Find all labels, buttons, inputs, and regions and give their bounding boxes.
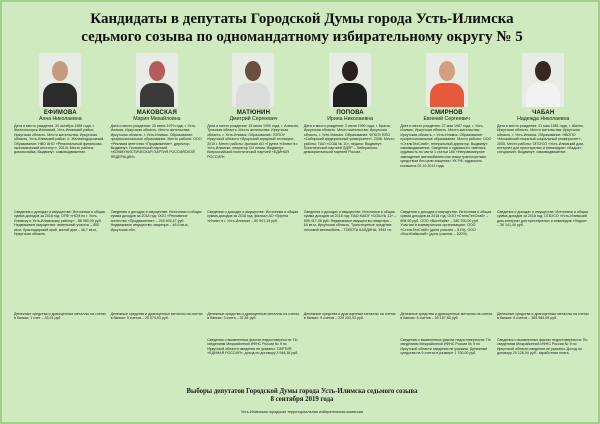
- candidate-photo: [232, 53, 274, 107]
- candidate-photo: [329, 53, 371, 107]
- candidate-photo: [39, 53, 81, 107]
- candidate-surname: МАТЮНИН: [236, 110, 271, 116]
- candidate-bio: Дата и место рождения: 15 июня 1990 года, г. Алексин, Тульская область. Место жительства: Иркутская область, г. Усть-Илимск. Образование: ПЗПОУ Иркутской области «Иркутский аграрный техникум», 2010 г. Место работы: филиал АО «Группа «Илим» в г. Усть-Илимске, оператор СИ линии. Выдвинут: Всероссийской политической партией «ЕДИНАЯ РОССИЯ».: [207, 124, 300, 159]
- candidate-name: Дмитрий Сергеевич: [229, 116, 278, 122]
- candidate-column: [205, 50, 302, 376]
- candidate-surname: ПОПОВА: [336, 110, 364, 116]
- candidate-photo: [522, 53, 564, 107]
- candidate-bank: Денежные средства и драгоценные металлы на счетах в банках: 5 счетов – 25 374,93 руб.: [110, 312, 203, 321]
- candidate-name: Мария Михайловна: [133, 116, 181, 122]
- candidate-income: Сведения о доходах и имуществе: Источники и общая сумма доходов за 2018 год: ООО «СтельТехСнаб» – 698,90 руб. ООО «ВостБайк» – 180 700,00 руб. Участие в коммерческих организациях: ООО «СтельТехСнаб» (доля участия – 51%), ООО «ВостБайкснаб» (доля участия – 100%).: [400, 210, 492, 237]
- candidate-extra: Сведения о выявленных фактах недостоверности: По сведениям Межрайонной ИФНС России № 9 по Иркутской области сведения не указаны. Денежные средства на 9 счетах в размере 1 700,00 руб.: [400, 338, 491, 356]
- candidate-bank: Денежные средства и драгоценные металлы на счетах в банках: 9 счетов – 229 202,93 руб.: [303, 312, 396, 321]
- footer-line-2: 8 сентября 2019 года: [270, 396, 334, 403]
- candidate-extra: Сведения о выявленных фактах недостоверности: По сведениям Межрайонной ИФНС России № 9 по Иркутской области сведения не указаны. ПАРТИЯ «ЕДИНАЯ РОССИЯ», доход по договору 3 948,38 руб.: [207, 338, 299, 356]
- candidate-bio: Дата и место рождения: 27 мая 1987 года, г. Усть-Илимск, Иркутская область. Место жительства: Иркутская область, г. Усть-Илимск. Образование: профессиональное образование. Место работы: ООО «СтельТехСнаб», генеральный директор. Выдвинут: самовыдвижение. Сведения о судимости: имелась судимость по части 1 статьи 166 «Неправомерное завладение автомобилем или иным транспортным средством без цели хищения» УК РФ, судимость погашена 02.10.2013 года.: [400, 124, 492, 168]
- candidate-name: Евгений Сергеевич: [423, 116, 470, 122]
- candidate-name: Анна Николаевна: [39, 116, 82, 122]
- candidate-income: Сведения о доходах и имуществе: Источники и общая сумма доходов за 2018 год: ПАО МАОУ «СОШ № 11» – 509 417,38 руб. Недвижимое имущество: квартира – 64 кв.м, Иркутская область. Транспортные средства: легковой автомобиль – ТОЙОТА КАЛДИНА, 1992 г.в.: [303, 210, 397, 232]
- candidate-column: [302, 50, 399, 376]
- candidate-name: Надежда Николаевна: [517, 116, 570, 122]
- candidate-surname: ЕФИМОВА: [43, 110, 77, 116]
- candidate-surname: ЧАБАН: [532, 110, 555, 116]
- candidate-name: Ирина Николаевна: [327, 116, 373, 122]
- candidate-photo: [426, 53, 468, 107]
- candidate-income: Сведения о доходах и имуществе: Источники и общая сумма доходов за 2018 год: филиал АО «Группа «Илим» в г. Усть-Илимске – 60 901,15 руб.: [207, 210, 299, 223]
- candidate-column: [398, 50, 495, 376]
- candidate-columns: [12, 50, 592, 376]
- candidate-bio: Дата и место рождения: 20 октября 1988 года, г. Железногорск-Илимский, Усть-Илимский район, Иркутская область. Место жительства: Иркутская область, Усть-Илимский район, п. Железнодорожный. Образование: НВО АНО «Региональный финансово-экономический институт», 2014г. Место работы: домохозяйка. Выдвинут: самовыдвижение.: [14, 124, 105, 155]
- candidate-bio: Дата и место рождения: 20 июня 1979 года, г. Усть-Илимск, Иркутская область. Место жительства: Иркутская область, г. Усть-Илимск. Образование: профессиональное образование. Место работы: ООО «Реклама агентство «Продвижение», директор. Выдвинут: Политической партией «КОММУНИСТИЧЕСКАЯ ПАРТИЯ РОССИЙСКОЙ ФЕДЕРАЦИИ».: [110, 124, 202, 159]
- candidate-income: Сведения о доходах и имуществе: Источники и общая сумма доходов за 2018 год: ООО «Рекламное агентство «Продвижение» – 249 405,47 руб. Недвижимое имущество: квартира – 46,9 кв.м, Иркутская обл.: [110, 210, 202, 232]
- candidate-column: [109, 50, 206, 376]
- candidate-surname: МАКОВСКАЯ: [136, 110, 177, 116]
- footer-line-1: Выборы депутатов Городской Думы города Усть-Илимска седьмого созыва: [186, 388, 418, 395]
- candidate-extra: Сведения о выявленных фактах недостоверности: По сведениям Межрайонной ИФНС России № 9 по Иркутской области сведения не указаны. Доход по договору 20 126,04 руб., заработная плата.: [496, 338, 588, 356]
- candidate-bank: Денежные средства и драгоценные металлы на счетах в банках: 6 счетов – 50 157,80 руб.: [400, 312, 493, 321]
- candidate-income: Сведения о доходах и имуществе: Источники и общая сумма доходов за 2018 год: ОГБУСО «Усть-Илимский дом-интернат для престарелых и инвалидов «Ладья» – 36 141,40 руб.: [496, 210, 588, 228]
- candidate-bank: Денежные средства и драгоценные металлы на счетах в банках: 3 счета – 31,81 руб.: [207, 312, 300, 321]
- poster-title: [2, 10, 600, 46]
- candidate-photo: [136, 53, 178, 107]
- title-line-2: седьмого созыва по одномандатному избирательному округу № 5: [81, 29, 523, 45]
- candidate-surname: СМИРНОВ: [430, 110, 463, 116]
- candidate-column: [495, 50, 592, 376]
- title-line-1: Кандидаты в депутаты Городской Думы города Усть-Илимска: [90, 11, 514, 27]
- candidate-column: [12, 50, 109, 376]
- candidate-bio: Дата и место рождения: 2 июня 1990 года, г. Братск, Иркутская область. Место жительства: Иркутская область, г. Усть-Илимск. Образование: ФГБОУ ВПО «Сибирский федеральный университет», 2006. Место работы: ПАО «СОШ № 11», педагог. Выдвинут: Политической партией ЛДПР – Либерально-демократической партией России.: [303, 124, 395, 155]
- candidate-bank: Денежные средства и драгоценные металлы на счетах в банках: 8 счетов – 369 989,09 руб.: [496, 312, 589, 321]
- candidate-income: Сведения о доходах и имуществе: Источники и общая сумма доходов за 2018 год: ОПФ «НСМ по г. Усть-Илимску и Усть-Илимскому району» - 86 080,00 руб. Недвижимое имущество: земельный участок – 800 кв.м, Краснодарский край, жилой дом – 46,7 кв.м, Иркутская область.: [14, 210, 105, 237]
- candidate-bio: Дата и место рождения: 21 мая 1981 года, г. Шахты, Иркутская область. Место жительства: Иркутская область, г. Усть-Илимск. Образование: НВОПО «Московский открытый социальный университет», 2005. Место работы: ОГБУСО «Усть-Илимский дом-интернат для престарелых и инвалидов» «Ладья», специалист. Выдвинут: самовыдвижение.: [496, 124, 585, 155]
- footer-commission: Усть-Илимская городская территориальная избирательная комиссия: [240, 410, 363, 414]
- footer-title: [2, 388, 600, 404]
- candidate-bank: Денежные средства и драгоценные металлы на счетах в банках: 1 счет – 33,91 руб.: [14, 312, 106, 321]
